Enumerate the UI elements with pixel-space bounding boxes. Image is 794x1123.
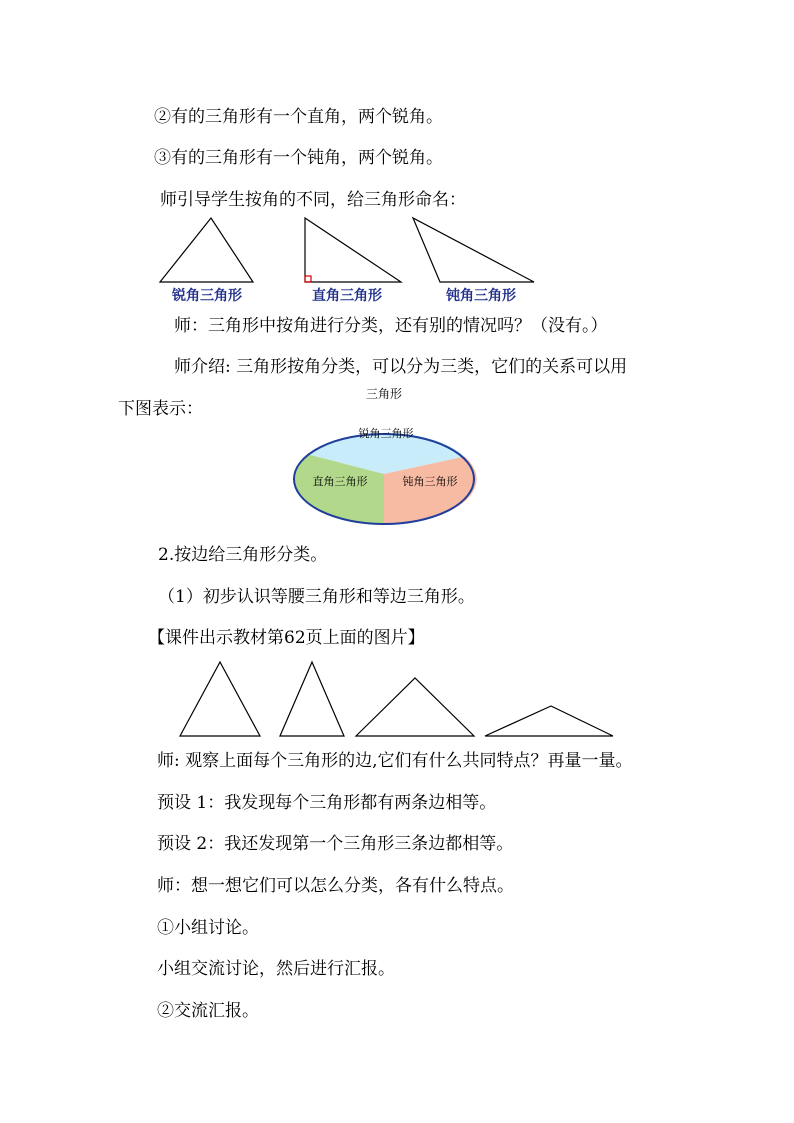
isosceles-triangle-tall xyxy=(280,662,344,736)
text-line-13: 师：想一想它们可以怎么分类，各有什么特点。 xyxy=(157,876,514,896)
text-line-4: 师：三角形中按角进行分类，还有别的情况吗？（没有。） xyxy=(174,316,608,336)
section-obtuse-label: 钝角三角形 xyxy=(402,475,458,488)
diagram-title: 三角形 xyxy=(365,387,403,401)
side-triangles-figure xyxy=(175,656,620,742)
text-line-11: 预设 1：我发现每个三角形都有两条边相等。 xyxy=(157,793,497,813)
text-line-3: 师引导学生按角的不同，给三角形命名： xyxy=(160,190,466,210)
isosceles-right-triangle xyxy=(356,678,474,736)
acute-triangle-label: 锐角三角形 xyxy=(172,288,242,304)
text-line-7: 2.按边给三角形分类。 xyxy=(158,545,328,565)
obtuse-triangle-label: 钝角三角形 xyxy=(446,288,516,304)
text-line-8: （1）初步认识等腰三角形和等边三角形。 xyxy=(158,587,475,607)
obtuse-triangle xyxy=(413,218,534,282)
text-line-2: ③有的三角形有一个钝角，两个锐角。 xyxy=(154,148,443,168)
isosceles-obtuse-triangle xyxy=(485,706,613,736)
text-line-9: 【课件出示教材第62页上面的图片】 xyxy=(148,628,425,648)
right-triangle xyxy=(305,218,401,282)
text-line-10: 师: 观察上面每个三角形的边,它们有什么共同特点？再量一量。 xyxy=(157,751,633,771)
text-line-1: ②有的三角形有一个直角，两个锐角。 xyxy=(154,107,443,127)
text-line-16: ②交流汇报。 xyxy=(157,1001,259,1021)
section-acute-label: 锐角三角形 xyxy=(358,427,414,440)
text-line-15: 小组交流讨论，然后进行汇报。 xyxy=(157,959,395,979)
acute-triangle xyxy=(160,218,253,282)
text-line-12: 预设 2：我还发现第一个三角形三条边都相等。 xyxy=(157,834,514,854)
text-line-14: ①小组讨论。 xyxy=(157,918,259,938)
equilateral-triangle xyxy=(180,662,260,736)
text-line-5: 师介绍: 三角形按角分类，可以分为三类，它们的关系可以用 xyxy=(174,357,628,377)
right-angle-mark xyxy=(305,276,311,282)
right-triangle-label: 直角三角形 xyxy=(312,288,382,304)
text-line-6: 下图表示： xyxy=(118,399,203,419)
triangle-classification-diagram xyxy=(288,382,484,532)
section-right-label: 直角三角形 xyxy=(312,475,368,488)
angle-triangles-figure xyxy=(150,212,550,308)
